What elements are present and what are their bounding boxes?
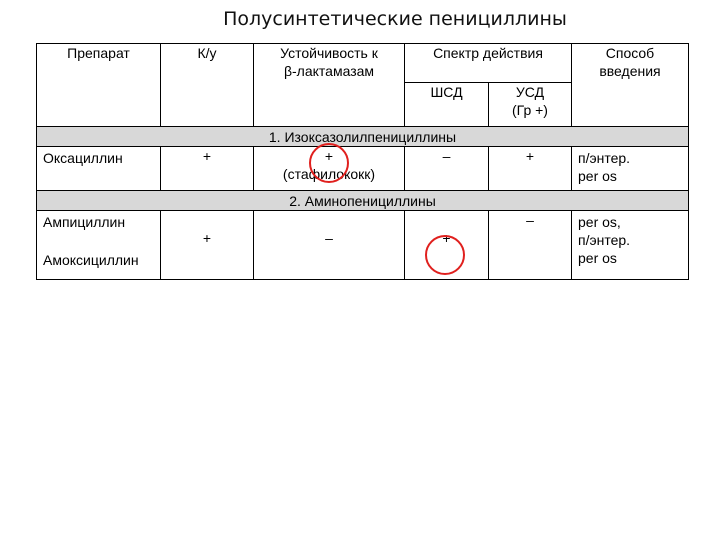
header-resistance-line2: β-лактамазам (283, 63, 375, 79)
section-title: 2. Аминопенициллины (37, 191, 689, 211)
header-resistance (254, 44, 405, 127)
header-drug-label: Препарат (67, 45, 130, 61)
resistance-value: + (324, 148, 334, 164)
resistance-value: – (325, 230, 333, 246)
header-route-line2: введения (599, 63, 661, 79)
route-line: per os (578, 168, 617, 184)
header-narrow-label: ШСД (430, 84, 463, 100)
header-resistance-line1: Устойчивость к (280, 45, 378, 61)
drug-cell (37, 211, 161, 280)
section-row-2 (37, 191, 689, 211)
route-cell (572, 147, 689, 191)
table-row (37, 147, 689, 191)
header-usd-line2: (Гр +) (512, 102, 548, 118)
ku-value: + (202, 230, 212, 246)
narrow-value: + (442, 230, 451, 246)
header-ku-label: К/у (197, 45, 217, 61)
header-spectrum (405, 44, 572, 83)
highlight-circle (309, 143, 349, 183)
header-narrow (405, 83, 489, 127)
usd-cell (489, 211, 572, 280)
route-line: п/энтер. (578, 232, 631, 248)
header-usd (489, 83, 572, 127)
header-drug (37, 44, 161, 127)
ku-cell (161, 147, 254, 191)
header-row (37, 44, 689, 83)
route-line: per os (578, 250, 617, 266)
header-ku (161, 44, 254, 127)
page-title: Полусинтетические пенициллины (223, 8, 567, 30)
narrow-spectrum-cell (405, 147, 489, 191)
route-cell (572, 211, 689, 280)
section-title: 1. Изоксазолилпенициллины (37, 127, 689, 147)
resistance-note: (стафилококк) (282, 166, 376, 182)
drug-cell (37, 147, 161, 191)
header-spectrum-label: Спектр действия (433, 45, 543, 61)
route-line: п/энтер. (578, 150, 631, 166)
narrow-value: – (442, 148, 451, 164)
usd-cell (489, 147, 572, 191)
route-line: per os, (578, 214, 621, 230)
penicillins-table (36, 43, 689, 280)
highlight-circle (425, 235, 465, 275)
header-usd-line1: УСД (515, 84, 545, 100)
section-row-1 (37, 127, 689, 147)
ku-value: + (202, 148, 212, 164)
header-route (572, 44, 689, 127)
header-route-line1: Способ (605, 45, 655, 61)
resistance-cell (254, 211, 405, 280)
drug-name: Оксациллин (43, 150, 123, 166)
usd-value: – (526, 212, 534, 228)
ku-cell (161, 211, 254, 280)
drug-name: Амоксициллин (43, 252, 139, 268)
usd-value: + (525, 148, 535, 164)
table-row (37, 211, 689, 280)
drug-name: Ампициллин (43, 214, 126, 230)
